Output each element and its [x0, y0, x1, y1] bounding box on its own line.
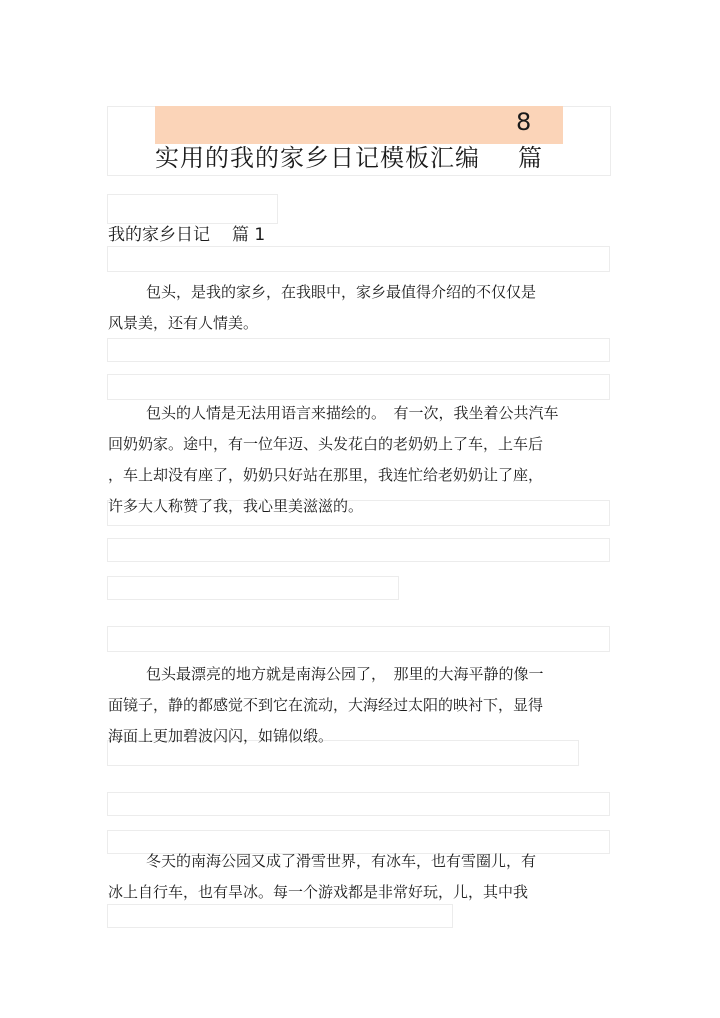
paragraph-line — [108, 398, 588, 429]
paragraph-line: 许多大人称赞了我，我心里美滋滋的。 — [108, 497, 364, 515]
frame-rule — [107, 626, 610, 652]
paragraph-line: ，车上却没有座了，奶奶只好站在那里，我连忙给老奶奶让了座， — [108, 466, 544, 484]
paragraph — [108, 659, 588, 752]
paragraph — [108, 398, 588, 522]
section-heading-text: 我的家乡日记 — [108, 225, 210, 245]
page-title: 实用的我的家乡日记模板汇编 — [155, 144, 480, 172]
frame-rule — [107, 374, 610, 400]
paragraph-line: 冰上自行车，也有旱冰。每一个游戏都是非常好玩，儿，其中我 — [108, 883, 529, 901]
paragraph-line — [108, 277, 588, 308]
frame-rule — [107, 538, 610, 562]
paragraph-line — [108, 659, 588, 690]
paragraph-line: 海面上更加碧波闪闪，如锦似缎。 — [108, 727, 334, 745]
frame-rule — [107, 576, 399, 600]
frame-rule — [107, 792, 610, 816]
title-number: 8 — [516, 108, 532, 136]
paragraph-line — [108, 846, 588, 877]
section-heading — [108, 220, 265, 245]
paragraph-text: 包头的人情是无法用语言来描绘的。 有一次，我坐着公共汽车 — [146, 404, 559, 422]
paragraph-line: 面镜子，静的都感觉不到它在流动，大海经过太阳的映衬下，显得 — [108, 696, 544, 714]
frame-rule — [107, 338, 610, 362]
section-heading-number: 1 — [254, 225, 266, 245]
frame-rule — [107, 246, 610, 272]
paragraph-line: 回奶奶家。途中，有一位年迈、头发花白的老奶奶上了车，上车后 — [108, 435, 544, 453]
paragraph-line: 风景美，还有人情美。 — [108, 314, 259, 332]
paragraph — [108, 277, 588, 339]
paragraph-text: 冬天的南海公园又成了滑雪世界，有冰车，也有雪圈儿，有 — [146, 852, 537, 870]
paragraph-text: 包头，是我的家乡，在我眼中，家乡最值得介绍的不仅仅是 — [146, 283, 537, 301]
section-heading-suffix: 篇 — [232, 225, 249, 245]
paragraph — [108, 846, 588, 908]
title-suffix: 篇 — [518, 144, 542, 172]
paragraph-text: 包头最漂亮的地方就是南海公园了， 那里的大海平静的像一 — [146, 665, 544, 683]
